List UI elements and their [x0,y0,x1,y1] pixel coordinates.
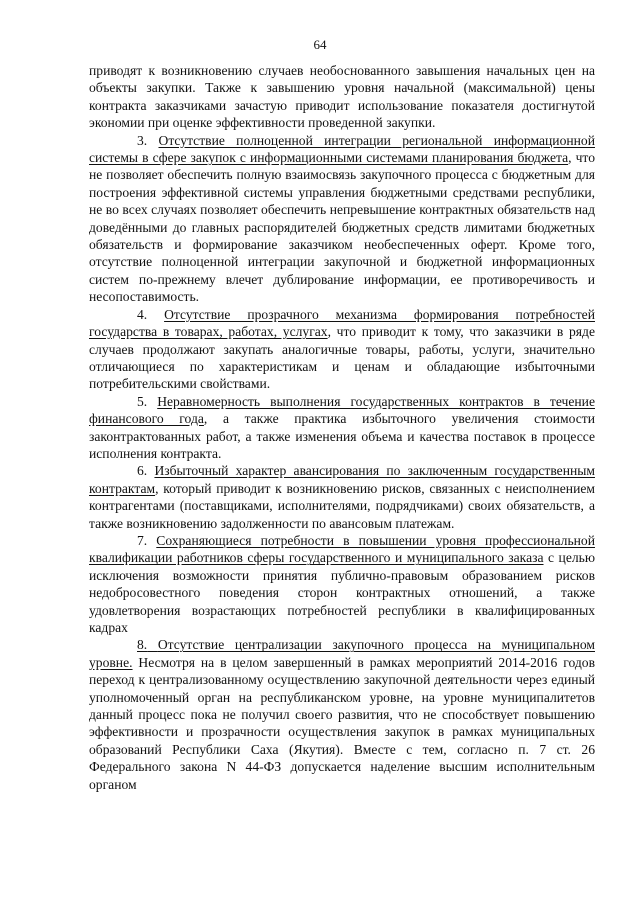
paragraph-continuation [89,62,595,132]
item-text: , что не позволяет обеспечить полную взаимосвязь закупочного процесса с бюджетным для построения эффективной системы управления бюджетными средствами республики, не во всех случаях позволяет обеспечить непревышение контрактных обязательств над доведёнными до главных распорядителей бюджетных средств лимитами бюджетных обязательств и формирование заказчиком необеспеченных оферт. Кроме того, отсутствие полноценной интеграции закупочной и бюджетной информационных систем по-прежнему влечет дублирование информации, ее противоречивость и несопоставимость. [89,150,595,305]
paragraph-text: приводят к возникновению случаев необоснованного завышения начальных цен на объекты закупки. Также к завышению уровня начальной (максимальной) цены контракта заказчиками зачастую приводит использование показателя достигнутой экономии при оценке эффективности проведенной закупки. [89,63,595,131]
paragraph-item-3 [89,132,595,306]
paragraph-item-8 [89,636,595,793]
paragraph-item-4 [89,306,595,393]
item-heading-underlined: Отсутствие централизации закупочного процесса на муниципальном уровне. [89,637,595,670]
document-body [89,62,595,793]
item-number: 7. [137,532,148,548]
paragraph-item-6 [89,462,595,532]
item-heading-underlined: Отсутствие полноценной интеграции региональной информационной системы в сфере закупок с информационными системами планирования бюджета [89,132,595,166]
item-number: 4. [137,306,148,322]
paragraph-item-5 [89,393,595,463]
item-text: с целью исключения возможности принятия публично-правовым образованием рисков недобросовестного поведения сторон контрактных отношений, а также удовлетворения возрастающих потребностей республики в квалифицированных кадрах [89,550,595,635]
item-text: , а также практика избыточного увеличения стоимости законтрактованных работ, а также изменения объема и качества поставок в процессе исполнения контракта. [89,411,595,461]
item-heading-underlined: Неравномерность выполнения государственных контрактов в течение финансового года [89,393,595,427]
item-number: 5. [137,393,148,409]
item-number: 3. [137,132,148,148]
page-number: 64 [313,37,327,52]
item-number: 8. [137,637,148,653]
item-heading-underlined: Отсутствие прозрачного механизма формирования потребностей государства в товарах, работах, услугах [89,306,595,340]
item-heading-underlined: Сохраняющиеся потребности в повышении уровня профессиональной квалификации работников сферы государственного и муниципального заказа [89,532,595,566]
item-heading-underlined: Избыточный характер авансирования по заключенным государственным контрактам [89,463,595,496]
paragraph-item-7 [89,532,595,636]
item-text: Несмотря на в целом завершенный в рамках мероприятий 2014-2016 годов переход к централизованному осуществлению закупочной деятельности через единый уполномоченный орган на республиканском уровне, на уровне муниципалитетов данный процесс пока не получил своего развития, что не способствует повышению эффективности и прозрачности осуществления закупок в рамках муниципальных образований Республики Саха (Якутия). Вместе с тем, согласно п. 7 ст. 26 Федерального закона N 44-ФЗ допускается наделение высшим исполнительным органом [89,654,595,792]
item-number: 6. [137,463,148,479]
item-text: , что приводит к тому, что заказчики в ряде случаев продолжают закупать аналогичные товары, работы, услуги, значительно отличающиеся по характеристикам и ценам и обладающие избыточными потребительскими свойствами. [89,324,595,392]
item-text: , который приводит к возникновению рисков, связанных с неисполнением контрагентами (поставщиками, исполнителями, подрядчиками) своих обязательств, а также возникновению задолженности по авансовым платежам. [89,480,595,531]
